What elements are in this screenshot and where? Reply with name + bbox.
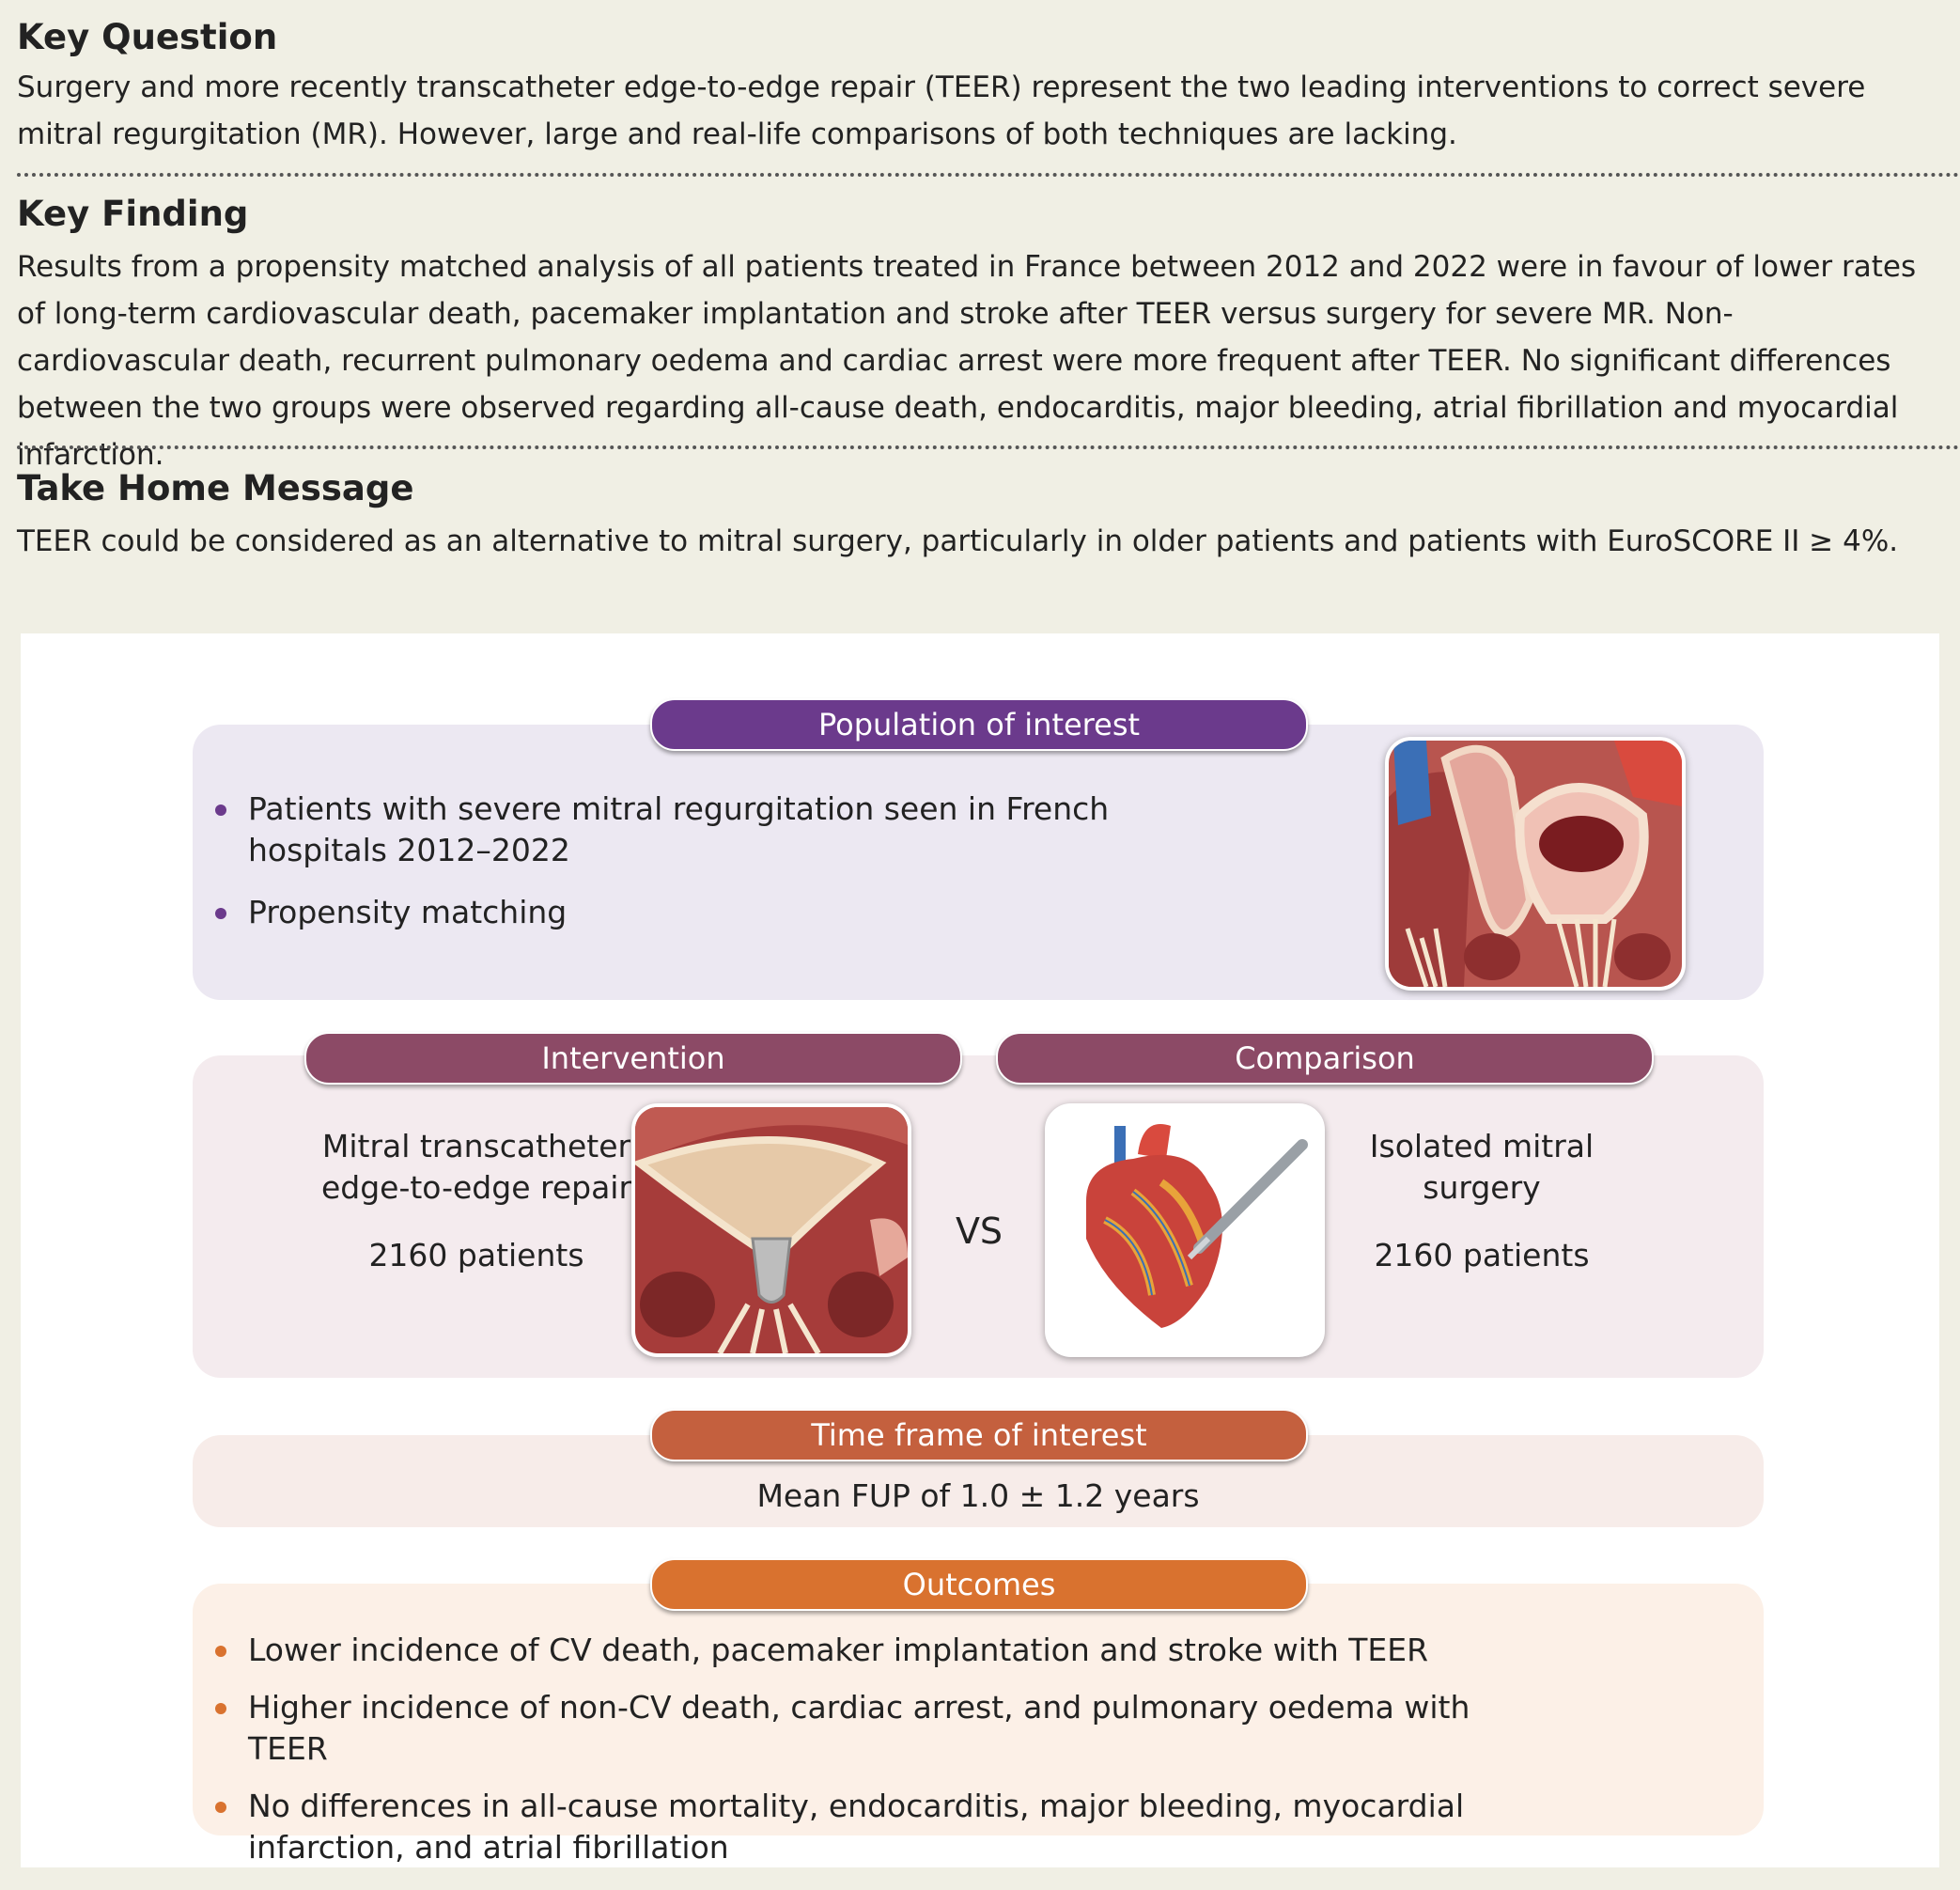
- key-finding-title: Key Finding: [17, 194, 249, 234]
- take-home-title: Take Home Message: [17, 468, 414, 508]
- outcomes-list: [193, 1630, 1527, 1868]
- list-item: No differences in all-cause mortality, endocarditis, major bleeding, myocardial infarction, and atrial fibrillation: [193, 1786, 1527, 1868]
- bullet-icon: [215, 1802, 226, 1813]
- heart-mitral-regurgitation-icon: [1385, 737, 1686, 991]
- comparison-label: Comparison: [996, 1032, 1654, 1085]
- teer-clip-icon: [631, 1103, 911, 1357]
- intervention-label: Intervention: [304, 1032, 962, 1085]
- key-question-title: Key Question: [17, 17, 278, 57]
- intervention-name: Mitral transcatheter edge-to-edge repair: [320, 1128, 632, 1206]
- graphical-abstract: [21, 633, 1939, 1867]
- list-item: Propensity matching: [193, 892, 1179, 933]
- comparison-patients: 2160 patients: [1374, 1237, 1590, 1273]
- list-item: Lower incidence of CV death, pacemaker implantation and stroke with TEER: [193, 1630, 1527, 1671]
- versus-label: VS: [955, 1211, 1003, 1252]
- list-item: Patients with severe mitral regurgitation seen in French hospitals 2012–2022: [193, 789, 1179, 871]
- outcomes-label: Outcomes: [650, 1558, 1308, 1611]
- bullet-icon: [215, 908, 226, 919]
- timeframe-label: Time frame of interest: [650, 1409, 1308, 1461]
- intervention-patients: 2160 patients: [368, 1237, 584, 1273]
- population-list: [193, 789, 1179, 933]
- key-question-body: Surgery and more recently transcatheter edge-to-edge repair (TEER) represent the two leading interventions to correct severe mitral regurgitation (MR). However, large and real-life comparisons of both techniques are lacking.: [17, 70, 1866, 151]
- population-label: Population of interest: [650, 698, 1308, 751]
- heart-scalpel-icon: [1045, 1103, 1325, 1357]
- bullet-icon: [215, 804, 226, 816]
- take-home-body: TEER could be considered as an alternative to mitral surgery, particularly in older patients and patients with EuroSCORE II ≥ 4%.: [17, 524, 1899, 558]
- divider: [17, 445, 1960, 449]
- list-item: Higher incidence of non-CV death, cardiac arrest, and pulmonary oedema with TEER: [193, 1687, 1527, 1770]
- timeframe-text: Mean FUP of 1.0 ± 1.2 years: [756, 1477, 1200, 1514]
- bullet-icon: [215, 1646, 226, 1657]
- comparison-name: Isolated mitral surgery: [1369, 1128, 1594, 1206]
- divider: [17, 173, 1960, 177]
- key-finding-body: Results from a propensity matched analysis of all patients treated in France between 2012 and 2022 were in favour of lower rates of long-term cardiovascular death, pacemaker implantation and stroke after TEER versus surgery for severe MR. Non-cardiovascular death, recurrent pulmonary oedema and cardiac arrest were more frequent after TEER. No significant differences between the two groups were observed regarding all-cause death, endocarditis, major bleeding, atrial fibrillation and myocardial infarction.: [17, 250, 1917, 472]
- bullet-icon: [215, 1703, 226, 1714]
